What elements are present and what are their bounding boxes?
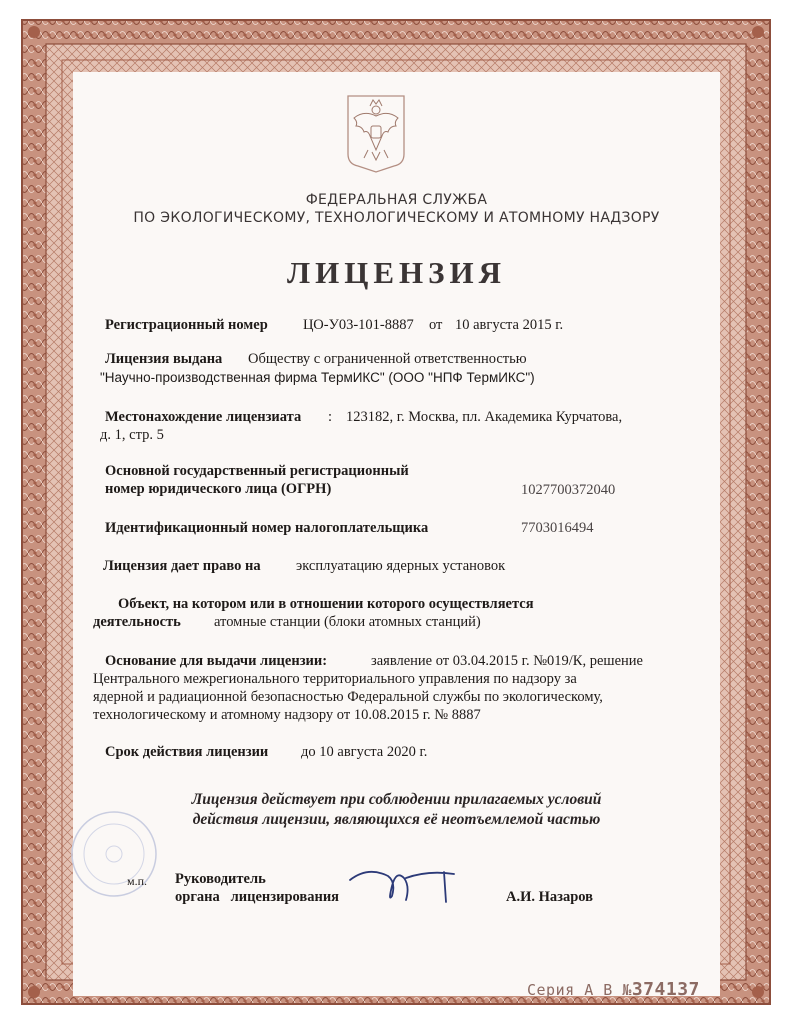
form-series <box>527 979 700 1000</box>
validity-value: до 10 августа 2020 г. <box>301 744 428 760</box>
russian-coat-of-arms-icon <box>344 92 408 174</box>
registration-date: 10 августа 2015 г. <box>455 317 564 333</box>
registration-from: от <box>429 317 443 333</box>
series-label: Серия <box>527 981 575 999</box>
basis-line3: ядерной и радиационной безопасностью Федеральной службы по экологическому, <box>93 689 603 705</box>
signatory-name: А.И. Назаров <box>506 889 594 905</box>
location-line2: д. 1, стр. 5 <box>100 427 164 443</box>
series-no-sign: № <box>622 981 632 999</box>
basis-line2: Центрального межрегионального территориального управления по надзору за <box>93 671 577 687</box>
conditions-line2: действия лицензии, являющихся её неотъемлемой частью <box>192 811 601 828</box>
validity-label: Срок действия лицензии <box>105 744 269 760</box>
object-label-line2: деятельность <box>93 614 181 630</box>
ogrn-label-line1: Основной государственный регистрационный <box>105 463 409 479</box>
agency-name-line2: ПО ЭКОЛОГИЧЕСКОМУ, ТЕХНОЛОГИЧЕСКОМУ И АТОМНОМУ НАДЗОРУ <box>133 210 660 226</box>
registration-label: Регистрационный номер <box>105 317 268 333</box>
ogrn-label-line2: номер юридического лица (ОГРН) <box>105 481 332 497</box>
basis-line1: заявление от 03.04.2015 г. №019/К, решение <box>371 653 643 669</box>
issued-to-line2: "Научно-производственная фирма ТермИКС" (ООО "НПФ ТермИКС") <box>100 370 535 385</box>
issued-to-label: Лицензия выдана <box>105 351 223 367</box>
agency-name-line1: ФЕДЕРАЛЬНАЯ СЛУЖБА <box>305 192 488 208</box>
handwritten-signature <box>348 856 458 906</box>
object-value: атомные станции (блоки атомных станций) <box>214 614 481 630</box>
right-label: Лицензия дает право на <box>103 558 261 574</box>
object-label-line1: Объект, на котором или в отношении которого осуществляется <box>118 596 534 612</box>
location-line1: 123182, г. Москва, пл. Академика Курчатова, <box>346 409 623 425</box>
location-label: Местонахождение лицензиата <box>105 409 302 425</box>
series-number: 374137 <box>631 979 700 1000</box>
inn-label: Идентификационный номер налогоплательщика <box>105 520 429 536</box>
inn-value: 7703016494 <box>521 520 594 536</box>
issued-to-line1: Обществу с ограниченной ответственностью <box>248 351 527 367</box>
series-letters: А В <box>584 981 613 999</box>
right-value: эксплуатацию ядерных установок <box>296 558 506 574</box>
basis-line4: технологическому и атомному надзору от 10.08.2015 г. № 8887 <box>93 707 481 723</box>
location-colon: : <box>328 409 333 425</box>
ogrn-value: 1027700372040 <box>521 482 616 498</box>
basis-label: Основание для выдачи лицензии: <box>105 653 328 669</box>
document-title: ЛИЦЕНЗИЯ <box>287 255 506 290</box>
registration-number: ЦО-У03-101-8887 <box>303 317 414 333</box>
signatory-title-line2: органа лицензирования <box>175 889 340 905</box>
signatory-title-line1: Руководитель <box>175 871 266 887</box>
mp-label: м.п. <box>127 874 148 888</box>
conditions-line1: Лицензия действует при соблюдении прилагаемых условий <box>191 791 602 808</box>
